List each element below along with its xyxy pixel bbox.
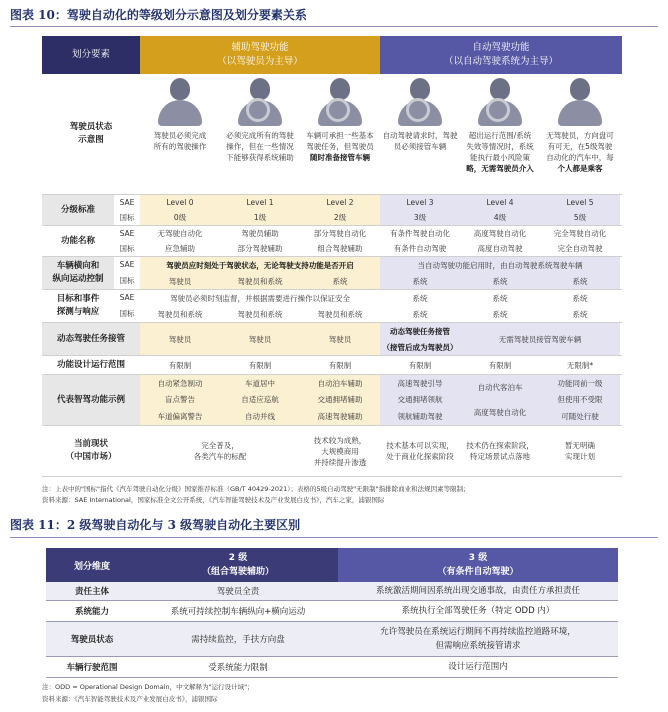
- feature-item: 交通拥堵领航: [397, 395, 443, 405]
- oedr-subs: [114, 290, 140, 322]
- l3-value: [338, 601, 618, 621]
- odd-value: 无限制*: [566, 360, 594, 370]
- label-line: 当前现状: [73, 439, 108, 449]
- feature-item: 自动紧急制动: [157, 378, 203, 388]
- text-line: 个人都是乘客: [557, 164, 603, 173]
- text-line: 自动化的汽车中，每: [546, 153, 614, 162]
- status-l3: [380, 426, 460, 476]
- table-row: [46, 657, 618, 678]
- text-line: 但需响应系统接管请求: [435, 641, 521, 651]
- motion-control-sae: [140, 257, 620, 273]
- feature-item: 功能同前一级: [557, 378, 603, 388]
- table-row: [46, 601, 618, 622]
- feature-item: 高速驾驶辅助: [317, 412, 363, 422]
- table-header: [42, 36, 622, 74]
- status-label: [42, 426, 140, 476]
- figure-10-title: 图表 10：驾驶自动化的等级划分示意图及划分要素关系: [10, 8, 307, 22]
- sae-name: 无驾驶自动化: [157, 229, 203, 238]
- passenger-icon: [556, 78, 604, 126]
- l2-value: 受系统能力限制: [208, 663, 268, 673]
- label-line: 目标和事件: [56, 294, 100, 304]
- label-line: （中国市场）: [65, 452, 117, 462]
- motion-control-gb: [140, 273, 620, 289]
- l2-value: 需持续监控，手扶方向盘: [191, 635, 285, 645]
- motion-control-sae-assist: 驾驶员应时刻处于驾驶状态，无论驾驶支持功能是否开启: [140, 257, 380, 273]
- header-l3-sub: （有条件自动驾驶）: [437, 567, 519, 577]
- function-name-l4: [460, 226, 540, 256]
- features-l4: [460, 375, 540, 425]
- feature-item: 车道居中: [245, 378, 275, 388]
- takeover-value: 驾驶员: [140, 323, 220, 355]
- gb-name: 部分驾驶辅助: [237, 244, 283, 253]
- l2-value: 驾驶员全责: [216, 587, 260, 597]
- text-line: 处于商业化探索阶段: [386, 452, 454, 461]
- sae-name: 高度驾驶自动化: [473, 229, 527, 238]
- gb-value: 驾驶员: [140, 273, 220, 289]
- text-line: 技术较为成熟，: [313, 435, 367, 445]
- function-name-l0: [140, 226, 220, 256]
- odd-value: 有限制: [248, 360, 272, 370]
- function-name-row: [42, 226, 622, 257]
- text-line: 系统执行全部驾驶任务（特定 ODD 内）: [401, 606, 555, 616]
- grade-subs: [114, 195, 140, 225]
- status-l2: [300, 426, 380, 476]
- text-line: 并持续提升渗透: [313, 457, 367, 467]
- gb-value: 驾驶员和系统: [317, 309, 363, 319]
- takeover-value: 驾驶员: [220, 323, 300, 355]
- row-label: 驾驶员状态: [70, 635, 114, 645]
- sub-label: 国标: [119, 243, 135, 253]
- gb-name: 应急辅助: [165, 244, 195, 253]
- sae-level: Level 2: [326, 198, 354, 207]
- feature-item: 高速驾驶引导: [397, 378, 443, 388]
- text-line: 实现计划: [565, 452, 595, 461]
- driver-icon: [476, 78, 524, 126]
- sae-value: 系统: [412, 293, 428, 303]
- row-label: 责任主体: [74, 587, 109, 597]
- features-l5: [540, 375, 620, 425]
- feature-item: 自适应巡航: [241, 395, 279, 405]
- function-name-l2: [300, 226, 380, 256]
- text-line: 操作，但在一些情况: [226, 142, 294, 151]
- features-l2: [300, 375, 380, 425]
- feature-item: 自动泊车辅助: [317, 378, 363, 388]
- motion-control-label: [42, 257, 114, 289]
- sae-value: 系统: [492, 293, 508, 303]
- feature-item: 高度驾驶自动化: [473, 408, 527, 417]
- label-line: 纵向运动控制: [52, 274, 104, 284]
- gb-name: 组合驾驶辅助: [317, 244, 363, 253]
- text-line: 失效等情况时，系统: [466, 142, 534, 151]
- l2-value: 系统可持续控制车辆纵向+横向运动: [170, 607, 306, 617]
- text-line: 技术仍在探索阶段，: [466, 441, 534, 450]
- fig10-note: 注：上表中的"国标"指代《汽车驾驶自动化分级》国家推荐标准（GB/T 40429-2021）；表格的5级自动驾驶"无限制"指排除商业和法规因素等限制；: [42, 485, 470, 493]
- gb-value: 系统: [412, 309, 428, 319]
- odd-value: 有限制: [328, 360, 352, 370]
- text-line: 所有的驾驶操作: [153, 142, 207, 151]
- grade-label: 分级标准: [42, 195, 114, 225]
- title-divider: [10, 537, 658, 538]
- driver-state-l2: [300, 74, 380, 194]
- table-row: [46, 582, 618, 601]
- driver-state-l0: [140, 74, 220, 194]
- feature-item: 可随处行驶: [561, 412, 599, 422]
- text-line: 完全普及，: [201, 441, 239, 450]
- gb-level: 4级: [493, 213, 507, 222]
- driver-state-l1: [220, 74, 300, 194]
- driver-icon: [236, 78, 284, 126]
- odd-label: 功能设计运行范围: [56, 359, 125, 370]
- takeover-label: 动态驾驶任务接管: [42, 323, 140, 355]
- title-divider: [10, 26, 658, 27]
- gb-value: 驾驶员和系统: [220, 273, 300, 289]
- sub-label: 国标: [119, 212, 135, 222]
- odd-value: 有限制: [408, 360, 432, 370]
- l2-vs-l3-table: [46, 548, 618, 678]
- header-l2-sub: （组合驾驶辅助）: [201, 567, 274, 577]
- function-name-l1: [220, 226, 300, 256]
- odd-row: [42, 356, 622, 375]
- sae-level: Level 0: [166, 198, 194, 207]
- gb-name: 有条件自动驾驶: [393, 244, 447, 253]
- gb-level: 0级: [173, 213, 187, 222]
- table-header: [46, 548, 618, 582]
- grade-l2: [300, 195, 380, 225]
- header-l2: [138, 548, 338, 582]
- gb-level: 2级: [333, 213, 347, 222]
- driver-state-l4: [460, 74, 540, 194]
- sub-label: SAE: [119, 260, 135, 269]
- features-row: [42, 375, 622, 426]
- gb-value: 系统: [492, 309, 508, 319]
- text-line: 自动驾驶请求时，驾驶: [382, 131, 458, 140]
- gb-level: 3级: [413, 213, 427, 222]
- sae-name: 完全驾驶自动化: [553, 229, 607, 238]
- status-l5: [540, 426, 620, 476]
- status-l4: [460, 426, 540, 476]
- motion-control-values: [140, 257, 620, 289]
- driver-icon: [156, 78, 204, 126]
- sae-name: 有条件驾驶自动化: [390, 229, 450, 238]
- header-l3: [338, 548, 618, 582]
- takeover-value: 驾驶员: [300, 323, 380, 355]
- odd-value: 有限制: [488, 360, 512, 370]
- features-l0: [140, 375, 220, 425]
- feature-item: 自动并线: [245, 412, 275, 422]
- gb-value: 系统: [380, 273, 460, 289]
- sub-label: 国标: [119, 309, 135, 318]
- gb-level: 5级: [573, 213, 587, 222]
- figure-11-title: 图表 11：2 级驾驶自动化与 3 级驾驶自动化主要区别: [10, 518, 301, 532]
- text-line: 驾驶任务，但驾驶员: [306, 142, 374, 151]
- text-line: 无驾驶员，方向盘可: [546, 131, 614, 140]
- text-line: （接管后成为驾驶员）: [382, 342, 458, 352]
- driver-state-l5: [540, 74, 620, 194]
- text-line: 动态驾驶任务接管: [390, 326, 450, 336]
- driver-state-l3: [380, 74, 460, 194]
- takeover-l45: 无需驾驶员接管驾驶车辆: [460, 323, 620, 355]
- header-automated-sub: （以自动驾驶系统为主导）: [443, 56, 558, 67]
- gb-value: 系统: [540, 273, 620, 289]
- text-line: 略，无需驾驶员介入: [466, 164, 534, 173]
- text-line: 各类汽车的标配: [193, 452, 247, 461]
- header-dimension: 划分维度: [73, 561, 110, 572]
- function-name-l3: [380, 226, 460, 256]
- oedr-gb: [140, 306, 620, 322]
- text-line: 超出运行范围/系统: [468, 131, 532, 140]
- header-automated: [380, 36, 622, 74]
- oedr-values: [140, 290, 620, 322]
- driver-icon: [316, 78, 364, 126]
- sae-name: 驾驶员辅助: [241, 229, 279, 238]
- text-line: 允许驾驶员在系统运行期间不再持续监控道路环境，: [380, 627, 576, 637]
- text-line: 必须完成所有的驾驶: [226, 131, 294, 140]
- oedr-row: [42, 290, 622, 323]
- function-name-label: 功能名称: [60, 235, 95, 246]
- grade-l0: [140, 195, 220, 225]
- text-line: 员必须接管车辆: [393, 142, 447, 151]
- oedr-sae: [140, 290, 620, 306]
- header-l3-title: 3 级: [468, 553, 488, 563]
- header-assisted-title: 辅助驾驶功能: [231, 42, 289, 53]
- driver-state-label: [42, 74, 140, 194]
- header-l2-title: 2 级: [228, 553, 248, 563]
- l3-value: [338, 622, 618, 656]
- function-name-l5: [540, 226, 620, 256]
- gb-value: 系统: [300, 273, 380, 289]
- gb-value: 系统: [460, 273, 540, 289]
- text-line: 随时准备接管车辆: [310, 153, 370, 162]
- grade-l5: [540, 195, 620, 225]
- function-name-subs: [114, 226, 140, 256]
- l3-value: [338, 582, 618, 600]
- fig10-source: 资料来源：SAE International，国家标准全文公开系统，《汽车智能驾驶技术及产业发展白皮书》，汽车之家，浦银国际: [42, 496, 385, 504]
- driver-icon: [396, 78, 444, 126]
- gb-value: 驾驶员和系统: [157, 309, 203, 319]
- motion-control-sae-auto: 当自动驾驶功能启用时，由自动驾驶系统驾驶车辆: [380, 257, 620, 273]
- feature-item: 领航辅助驾驶: [397, 412, 443, 422]
- fig11-note: 注：ODD = Operational Design Domain，中文解释为"运行设计域"；: [42, 683, 254, 691]
- features-l1: [220, 375, 300, 425]
- fig11-source: 资料来源：《汽车智能驾驶技术及产业发展白皮书》，浦银国际: [42, 695, 218, 703]
- feature-item: 车道偏离警告: [157, 412, 203, 422]
- status-l01: [140, 426, 300, 476]
- status-row: [42, 426, 622, 477]
- label-line: 驾驶员状态: [69, 122, 113, 132]
- header-assisted: [140, 36, 380, 74]
- text-line: 有可无，在5级驾驶: [547, 142, 613, 151]
- header-assisted-sub: （以驾驶员为主导）: [217, 56, 303, 67]
- header-dimension: 划分要素: [42, 36, 140, 74]
- text-line: 暂无明确: [565, 441, 595, 450]
- features-l3: [380, 375, 460, 425]
- label-line: 车辆横向和: [56, 261, 100, 271]
- text-line: 能执行最小风险策: [470, 153, 530, 162]
- header-automated-title: 自动驾驶功能: [472, 42, 530, 53]
- text-line: 车辆可承担一些基本: [306, 131, 374, 140]
- sae-level: Level 3: [406, 198, 434, 207]
- grade-l3: [380, 195, 460, 225]
- grade-l1: [220, 195, 300, 225]
- l3-value: [338, 657, 618, 677]
- feature-item: 但使用不受限: [557, 395, 603, 405]
- label-line: 示意图: [78, 135, 104, 145]
- oedr-sae-assist: 驾驶员必须时刻监督，并根据需要进行操作以保证安全: [170, 293, 350, 303]
- motion-control-row: [42, 257, 622, 290]
- feature-item: 盲点警告: [165, 395, 195, 405]
- row-label: 车辆行驶范围: [66, 663, 118, 673]
- features-label: 代表智驾功能示例: [42, 375, 140, 425]
- gb-level: 1级: [253, 213, 267, 222]
- text-line: 大规模商用: [321, 446, 359, 456]
- gb-value: 系统: [572, 309, 588, 319]
- odd-value: 有限制: [168, 360, 192, 370]
- driver-state-row: [42, 74, 622, 195]
- text-line: 系统激活期间因系统出现交通事故，由责任方承担责任: [375, 586, 580, 596]
- text-line: 特定场景试点落地: [470, 452, 530, 461]
- sae-value: 系统: [572, 293, 588, 303]
- text-line: 设计运行范围内: [448, 662, 508, 672]
- takeover-row: [42, 323, 622, 356]
- sae-level: Level 1: [246, 198, 274, 207]
- feature-item: 交通拥堵辅助: [317, 395, 363, 405]
- gb-value: 驾驶员和系统: [237, 309, 283, 319]
- takeover-l3: [380, 323, 460, 355]
- sae-level: Level 5: [566, 198, 594, 207]
- label-line: 探测与响应: [56, 307, 100, 317]
- text-line: 驾驶员必须完成: [153, 131, 207, 140]
- sae-name: 部分驾驶自动化: [313, 229, 367, 238]
- oedr-label: [42, 290, 114, 322]
- gb-name: 完全自动驾驶: [557, 244, 603, 253]
- sub-label: 国标: [119, 276, 135, 285]
- sae-level: Level 4: [486, 198, 514, 207]
- feature-item: 自动代客泊车: [477, 383, 523, 392]
- sub-label: SAE: [119, 228, 135, 238]
- gb-name: 高度自动驾驶: [477, 244, 523, 253]
- text-line: 下能够获得系统辅助: [226, 153, 294, 162]
- table-row: [46, 622, 618, 657]
- sub-label: SAE: [119, 197, 135, 207]
- row-label: 系统能力: [74, 607, 109, 617]
- grade-row: [42, 195, 622, 226]
- motion-control-subs: [114, 257, 140, 289]
- text-line: 技术基本可以实现，: [386, 441, 454, 450]
- grade-l4: [460, 195, 540, 225]
- automation-levels-table: [42, 36, 622, 477]
- sub-label: SAE: [119, 293, 135, 302]
